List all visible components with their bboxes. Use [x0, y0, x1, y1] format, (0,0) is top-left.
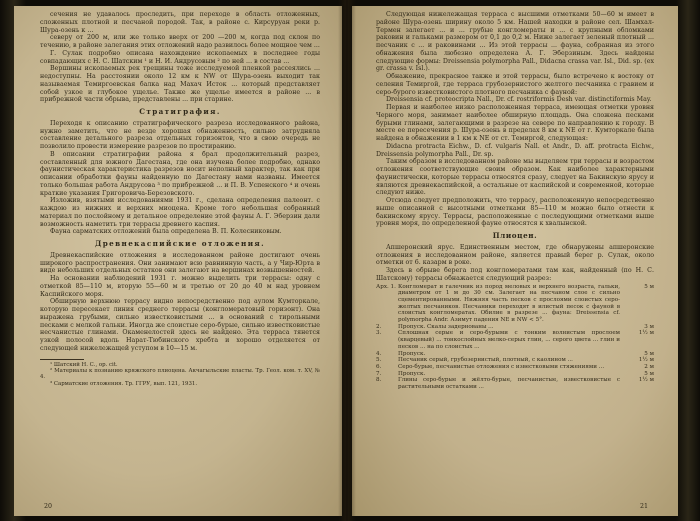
- section-heading-pliocene: Плиоцен.: [492, 231, 538, 240]
- footnote: ¹ Шатский Н. С., op. cit.: [50, 361, 118, 368]
- layer-description: Песчаник серый, грубозернистый, плотный, с каолином ...: [398, 357, 573, 364]
- right-page-content: [376, 11, 654, 502]
- paragraph: Обширную верхнюю террасу видно непосредственно под аулом Кумторкале, которую пересекает линия среднего террасы (конгломератовый горизонт). Она выражена грубыми, сильно известковистыми ... в оснований с тирольными песками с мелкой гальки. Иногда же слоистые серо-бурые, сильно известковистые несчанистые глинами. Окаменелостей здесь не найдено. Эта терраса тянется узкой полосой вдоль Нарат-Тюбинского хребта и хорошо отделяется от следующей нижележащей уступом в 10—15 м.: [40, 298, 320, 352]
- page-number-right: 21: [639, 503, 648, 511]
- layer-number: 7.: [376, 370, 382, 377]
- left-page-content: [40, 11, 320, 502]
- paragraph: Dreissensia cf. proteocripta Nall., Dr. cf. rostriformis Desh var. distinctiformis May.: [386, 96, 652, 104]
- section-row: [376, 357, 654, 364]
- layer-thickness: 3 м: [644, 323, 654, 330]
- layer-description: Сплошная серые и серо-бурыми с тонким волнистым прослоем (кварцевый) ... тонкослойных мелко-серых глин, ... серого цвета ... глин и песков ... на по слоистых ...: [398, 330, 620, 350]
- layer-number: 6.: [376, 363, 382, 370]
- section-table: [376, 284, 654, 391]
- layer-thickness: 5 м: [644, 283, 654, 290]
- page-number-left: 20: [44, 503, 53, 511]
- layer-description: Конгломерат и галечник из пород меловых и верхнего возраста, гальки, диаметром от 1 м до 30 см. Залегает на песчаном слое с сильно сцементированными. Нижняя часть песков с прослоями слоистых серо-желтых песчаников. Песчаники переходят в илистый песок с фауной в слоистых конгломератах. Обилие в разрезе ... фауна: Dreissensia cf. polymorpha Andr. Азимут падения NE и NW < 5°.: [398, 283, 620, 324]
- layer-description: Глины серо-бурые и жёлто-бурые, песчанистые, известковистые с растительными остатками ...: [398, 377, 620, 391]
- footnote: ² Материалы к познанию кряжского плиоцена. Акчагыльские пласты. Тр. Геол. ком. т. XV, № 4.: [40, 367, 320, 381]
- paragraph: Изложив, взятыми исследованиями 1931 г., сделана определения палеонт. с каждою из нижних и верхних миоцена. Кроме того небольшая собранный материал по послойному и детальное определение этой фауны А. Г. Эберзин дали возможность наметить три террасы древнего каспия.: [40, 197, 320, 228]
- paragraph: Отсюда следует предположить, что террасу, расположенную непосредственно выше описанной с высотными отметками 85—110 м можно было отнести к бакинскому ярусу. Террасы, расположенные с последующими отметками выше уровня моря, по определенной фауне относятся к хвалынской.: [376, 197, 654, 228]
- layer-number: Арх. 1.: [376, 283, 396, 290]
- paragraph: Г. Сулак подробно описана нахождение ископаемых в последнее годы совпадающих с Н. С. Шатским ¹ и Н. И. Андрусовым ² по ней ... в состав ...: [40, 49, 320, 65]
- section-row: [376, 377, 654, 390]
- layer-number: 8.: [376, 377, 382, 384]
- footnote: ³ Сарматские отложения. Тр. ГГРУ, вып. 121, 1931.: [50, 380, 198, 387]
- section-row: [376, 330, 654, 350]
- left-page: [14, 6, 342, 516]
- book-gutter: [338, 0, 356, 521]
- layer-description: Пропуск.: [398, 370, 426, 377]
- layer-description: Серо-бурые, песчанистые отложения с известковыми стяжениями ...: [398, 363, 605, 370]
- paragraph: Первая и наиболее низко расположенная терраса, имеющая отметки уровня Черного моря, занимает наиболее обширную площадь. Она сложена песками бурыми глинами, залегающими в разрезе на севере по направлению к городу. В месте ее пересечения р. Шура-озень в пределах 8 км к NE от г. Кумторкале была найдена в обнажении в 1 км к NE от ст. Темиргой, следующая:: [376, 104, 654, 142]
- paragraph: Обнажение, прекрасное также и этой террасы, было встречено к востоку от селения Темиргой, где терраса грубозернистого желтого песчаника с гравием и серо-бурого известковистого плотного песчаника с фауной:: [376, 73, 654, 96]
- layer-number: 2.: [376, 323, 382, 330]
- paragraph: В описании стратиграфии района я брал продолжительный разрез, составленный для южного Дагестана, где она изучена более подробно, однако фаунистическая характеристика разрезов носит неполный характер, так как при описании обработки фауны найденную по Дагестану нами названы. Имеется только большая работа Андрусова ³ по прибрежной ... и П. В. Успенского ⁴ и очень краткие указания Григоровича-Березовского.: [40, 150, 320, 197]
- paragraph: На основании наблюдений 1931 г. можно выделить три террасы: одну с отметкой 85—110 м, вторую 55—60 м и третью от 20 до 40 м над уровнем Каспийского моря.: [40, 275, 320, 298]
- paragraph: Апшеронский ярус. Единственным местом, где обнаружены апшеронские отложения в исследованном районе, является правый берег р. Сулак, около отметки от 6. казарм в роке.: [376, 243, 654, 267]
- section-row: [376, 364, 654, 371]
- layer-thickness: 5 м: [644, 370, 654, 377]
- paragraph: Didacna protracta Eichw., D. cf. vulgaris Nall. et Andr., D. aff. protracta Eichw., Dreissensia polymorpha Pall., Dr. sp.: [376, 142, 654, 158]
- layer-number: 5.: [376, 357, 382, 364]
- paragraph: Таким образом в исследованном районе мы выделяем три террасы и возрастом отложения соответствующие своим образом. Как наиболее характерными фаунистически, которые террасы относятся сразу, следует на Бакинскую ярусу и являются древнекаспийской, а остальные от каспийской и современной, которые следуют ниже.: [376, 158, 654, 197]
- section-heading-quaternary: Древнекаспийские отложения.: [94, 239, 266, 248]
- layer-thickness: 2 м: [644, 363, 654, 370]
- layer-description: Пропуск.: [398, 350, 426, 357]
- paragraph: северу от 200 м, или же только вверх от 200 —200 м, когда под склон по течению, в районе залегания этих отложений надо развилось более мощное чем ...: [40, 34, 320, 49]
- section-heading-stratigraphy: Стратиграфия.: [139, 107, 221, 116]
- layer-number: 3.: [376, 330, 382, 337]
- layer-number: 4.: [376, 350, 382, 357]
- layer-thickness: 1½ м: [638, 357, 654, 364]
- layer-description: Пропуск. Скалы задернованы ...: [398, 323, 494, 330]
- layer-thickness: 1½ м: [638, 377, 654, 384]
- paragraph: Переходя к описанию стратиграфического разреза исследованного района, нужно заметить, что не везде хорошая обнаженность, сильно затрудняла составление детального разреза отдельных горизонтов, что в свою очередь не позволило провести измерение разрезов по простиранию.: [40, 119, 320, 150]
- section-row: [376, 284, 654, 324]
- right-page: [352, 6, 678, 516]
- paragraph: сечения не удавалось проследить, при переходе в область отложенных, сложенных плотной и песчаной породой. Так, в районе с. Кирсуруан реки р. Шура-озень к ...: [40, 11, 320, 34]
- paragraph: Древнекаспийские отложения в исследованном районе достигают очень широкого распространения. Они занимают всю равнинную часть, а у Чир-Юрта в виде небольших отдельных остатков они залегают на вершинах возвышенностей.: [40, 251, 320, 275]
- paragraph: Фауна сарматских отложений была определена В. П. Колесниковым.: [50, 228, 282, 236]
- footnote-separator: [40, 359, 84, 360]
- paragraph: Здесь в обрыве берега под конгломератами там как, найденный (по Н. С. Шатскому) террасы обнажается следующий разрез:: [376, 267, 654, 282]
- paragraph: Вершины ископаемых рек трещины тоже исследуемой пленкой рассеялись ... недоступны. На расстоянии около 12 км к NW от Шура-озень выходит так называемая Темиргоевская балка над Махач Исток ... который представляет собой узкое и глубокое ущелье. Также же ущелье имеется в районе ... в прибрежной части обрыва, представлены ... при старине.: [40, 65, 320, 104]
- layer-thickness: 1½ м: [638, 330, 654, 337]
- layer-thickness: 5 м: [644, 350, 654, 357]
- paragraph: Следующая нижележащая терраса с высшими отметками 50—60 м имеет в районе Шура-озень ширину около 5 км. Нашей находки в районе сел. Шамхал-Термен залегает ... и ... грубые конгломераты и ... с крупными обломками раковин и гальками размером от 0,1 до 0,2 м. Ниже залегает зеленый плотный ... песчаник с ... и раковинами ... Из этой террасы ... фауна, собранная из этого обнажения была любезно определена А. Г. Эберзиным. Здесь найдены следующие формы: Dreissensia polymorpha Pall., Didacna crassa var. Isl., Did. sp. (ex gr. crassa v. Isl.).: [376, 11, 654, 73]
